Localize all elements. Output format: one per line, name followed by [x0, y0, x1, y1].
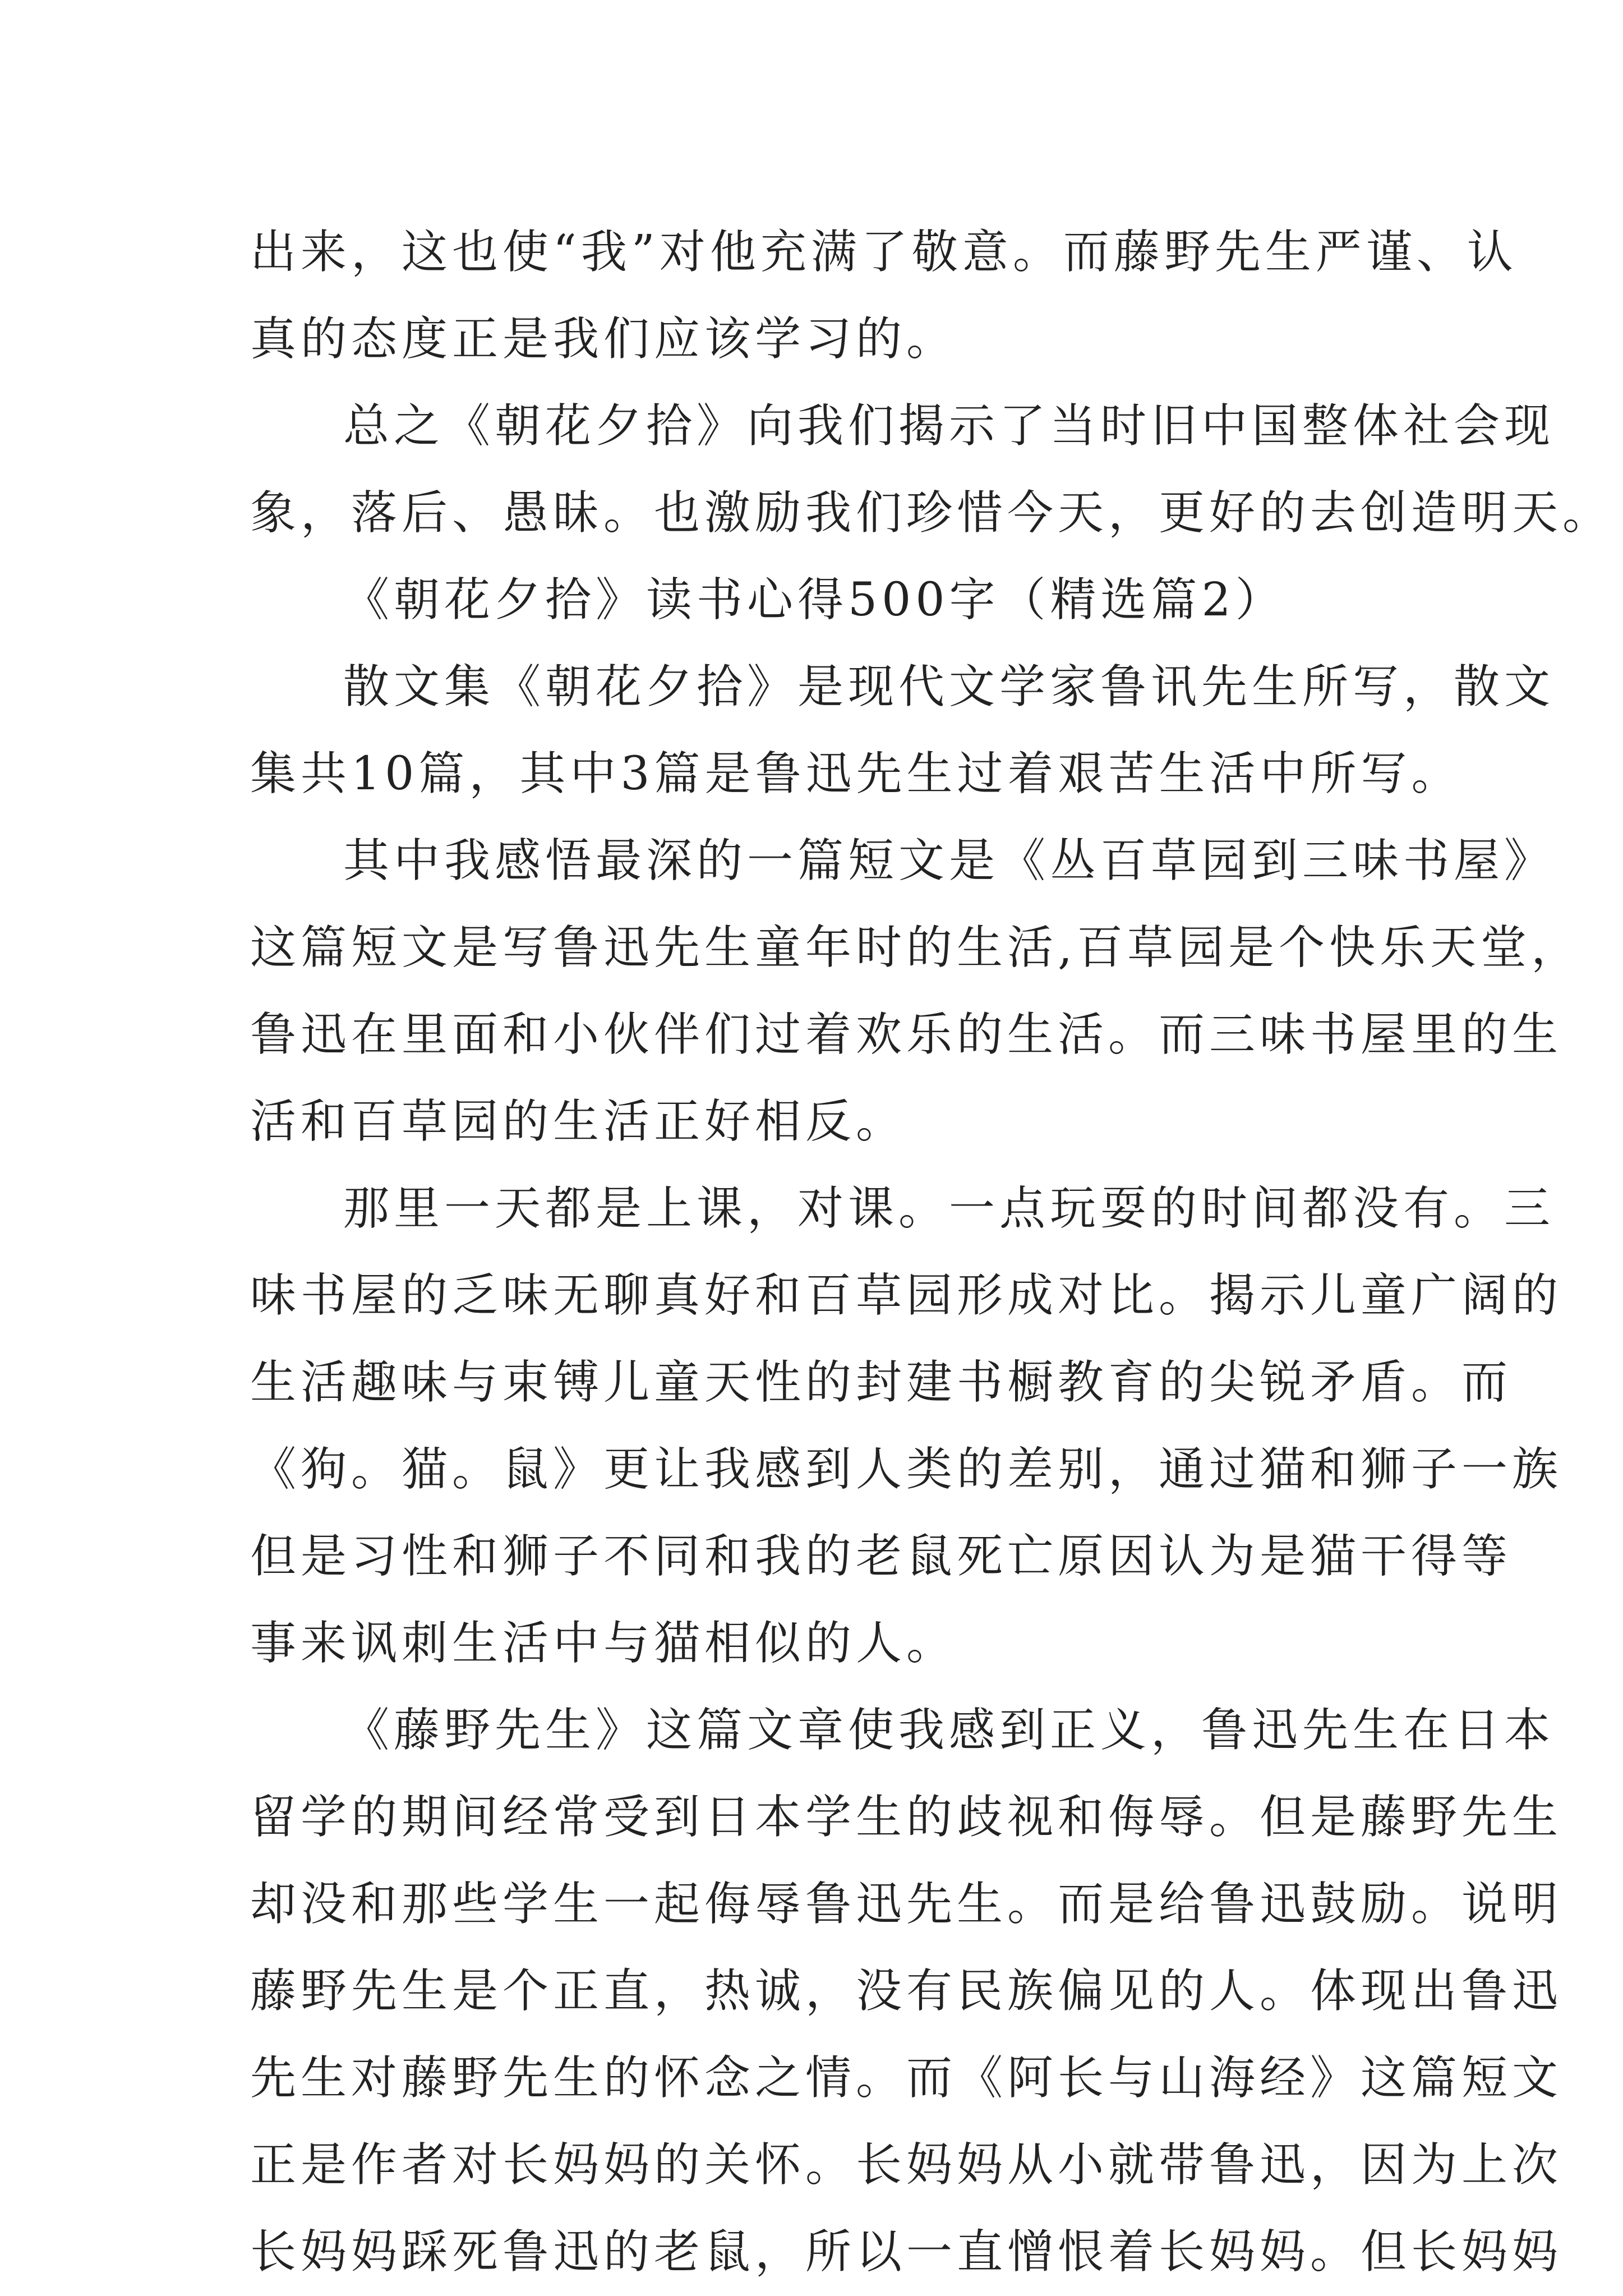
- text-line: 象，落后、愚昧。也激励我们珍惜今天，更好的去创造明天。: [250, 486, 1613, 540]
- text-line: 事来讽刺生活中与猫相似的人。: [250, 1617, 957, 1670]
- text-line: 这篇短文是写鲁迅先生童年时的生活,百草园是个快乐天堂，: [250, 921, 1582, 974]
- text-line: 先生对藤野先生的怀念之情。而《阿长与山海经》这篇短文: [250, 2051, 1563, 2105]
- text-line: 但是习性和狮子不同和我的老鼠死亡原因认为是猫干得等: [250, 1530, 1513, 1583]
- text-line: 真的态度正是我们应该学习的。: [250, 312, 957, 366]
- paragraph-first-line: 《藤野先生》这篇文章使我感到正义，鲁迅先生在日本: [343, 1704, 1555, 1757]
- paragraph-first-line: 总之《朝花夕拾》向我们揭示了当时旧中国整体社会现: [343, 399, 1555, 453]
- paragraph-first-line: 散文集《朝花夕拾》是现代文学家鲁讯先生所写，散文: [343, 660, 1555, 714]
- paragraph-first-line: 其中我感悟最深的一篇短文是《丛百草园到三味书屋》: [343, 834, 1555, 887]
- document-body: [250, 209, 1613, 2295]
- text-line: 正是作者对长妈妈的关怀。长妈妈从小就带鲁迅，因为上次: [250, 2138, 1563, 2192]
- text-line: 长妈妈踩死鲁迅的老鼠，所以一直憎恨着长妈妈。但长妈妈: [250, 2225, 1563, 2279]
- text-line: 生活趣味与束镈儿童天性的封建书橱教育的尖锐矛盾。而: [250, 1356, 1513, 1409]
- text-line: 鲁迅在里面和小伙伴们过着欢乐的生活。而三味书屋里的生: [250, 1008, 1563, 1061]
- text-line: 留学的期间经常受到日本学生的歧视和侮辱。但是藤野先生: [250, 1791, 1563, 1844]
- text-line: 藤野先生是个正直，热诚，没有民族偏见的人。体现出鲁迅: [250, 1964, 1563, 2018]
- section-heading: 《朝花夕拾》读书心得500字（精选篇2）: [343, 573, 1286, 627]
- text-line: 味书屋的乏味无聊真好和百草园形成对比。揭示儿童广阔的: [250, 1269, 1563, 1322]
- text-line: 集共10篇，其中3篇是鲁迅先生过着艰苦生活中所写。: [250, 747, 1462, 800]
- paragraph-first-line: 那里一天都是上课，对课。一点玩耍的时间都没有。三: [343, 1182, 1555, 1235]
- text-line: 出来，这也使“我”对他充满了敬意。而藤野先生严谨、认: [250, 226, 1518, 279]
- text-line: 《狗。猫。鼠》更让我感到人类的差别，通过猫和狮子一族: [250, 1443, 1563, 1496]
- text-line: 活和百草园的生活正好相反。: [250, 1095, 907, 1148]
- text-line: 却没和那些学生一起侮辱鲁迅先生。而是给鲁迅鼓励。说明: [250, 1878, 1563, 1931]
